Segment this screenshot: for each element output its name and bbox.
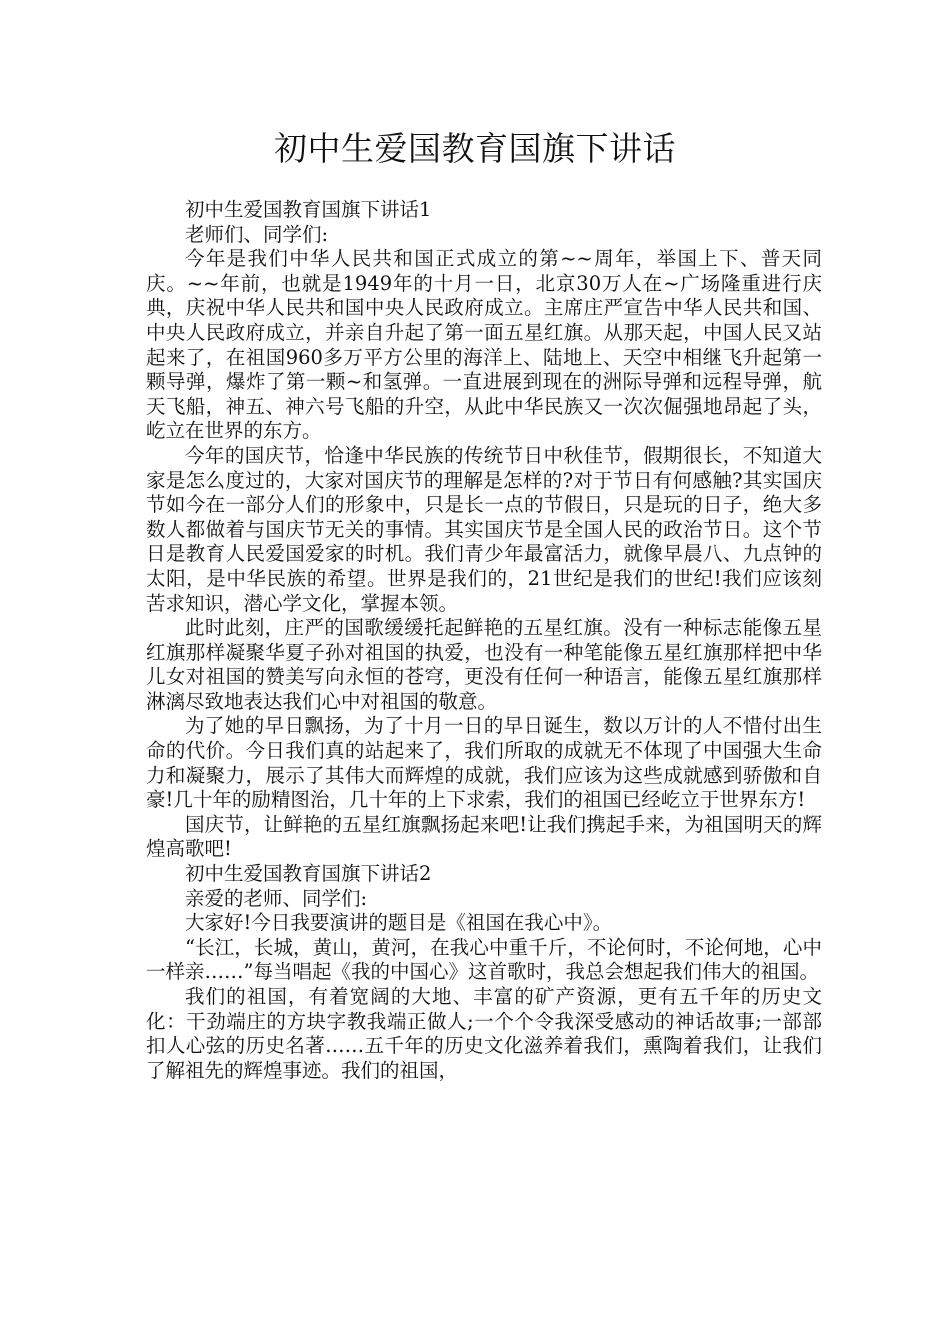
paragraph: 此时此刻，庄严的国歌缓缓托起鲜艳的五星红旗。没有一种标志能像五星红旗那样凝聚华夏子孙对祖国的执爱，也没有一种笔能像五星红旗那样把中华儿女对祖国的赞美写向永恒的苍穹，更没有任何一种语言，能像五星红旗那样淋漓尽致地表达我们心中对祖国的敬意。 xyxy=(146,616,822,713)
paragraph: 为了她的早日飘扬，为了十月一日的早日诞生，数以万计的人不惜付出生命的代价。今日我们真的站起来了，我们所取的成就无不体现了中国强大生命力和凝聚力，展示了其伟大而辉煌的成就，我们应该为这些成就感到骄傲和自豪!几十年的励精图治，几十年的上下求索，我们的祖国已经屹立于世界东方! xyxy=(146,714,822,812)
speech-1-heading: 初中生爱国教育国旗下讲话1 xyxy=(185,198,432,221)
speech-1-salutation: 老师们、同学们: xyxy=(185,222,329,246)
paragraph: 今年的国庆节，恰逢中华民族的传统节日中秋佳节，假期很长，不知道大家是怎么度过的，大家对国庆节的理解是怎样的?对于节日有何感触?其实国庆节如今在一部分人们的形象中，只是长一点的节假日，只是玩的日子，绝大多数人都做着与国庆节无关的事情。其实国庆节是全国人民的政治节日。这个节日是教育人民爱国爱家的时机。我们青少年最富活力，就像早晨八、九点钟的太阳，是中华民族的希望。世界是我们的，21世纪是我们的世纪!我们应该刻苦求知识，潜心学文化，掌握本领。 xyxy=(146,443,822,615)
paragraph: 今年是我们中华人民共和国正式成立的第~~周年，举国上下、普天同庆。~~年前，也就是1949年的十月一日，北京30万人在~广场隆重进行庆典，庆祝中华人民共和国中央人民政府成立。主席庄严宣告中华人民共和国、中央人民政府成立，并亲自升起了第一面五星红旗。从那天起，中国人民又站起来了，在祖国960多万平方公里的海洋上、陆地上、天空中相继飞升起第一颗导弹，爆炸了第一颗~和氢弹。一直进展到现在的洲际导弹和远程导弹，航天飞船，神五、神六号飞船的升空，从此中华民族又一次次倔强地昂起了头，屹立在世界的东方。 xyxy=(146,247,822,443)
paragraph: 国庆节，让鲜艳的五星红旗飘扬起来吧!让我们携起手来，为祖国明天的辉煌高歌吧! xyxy=(146,812,822,861)
document-body xyxy=(146,198,822,1083)
document-title: 初中生爱国教育国旗下讲话 xyxy=(274,129,676,168)
paragraph: “长江，长城，黄山，黄河，在我心中重千斤，不论何时，不论何地，心中一样亲……”每当唱起《我的中国心》这首歌时，我总会想起我们伟大的祖国。 xyxy=(146,935,822,984)
paragraph: 大家好!今日我要演讲的题目是《祖国在我心中》。 xyxy=(185,911,613,935)
speech-2-salutation: 亲爱的老师、同学们: xyxy=(185,886,368,910)
speech-2-heading: 初中生爱国教育国旗下讲话2 xyxy=(185,862,432,886)
paragraph: 我们的祖国，有着宽阔的大地、丰富的矿产资源，更有五千年的历史文化：干劲端庄的方块字教我端正做人;一个个令我深受感动的神话故事;一部部扣人心弦的历史名著……五千年的历史文化滋养着我们，熏陶着我们，让我们了解祖先的辉煌事迹。我们的祖国， xyxy=(146,985,822,1082)
